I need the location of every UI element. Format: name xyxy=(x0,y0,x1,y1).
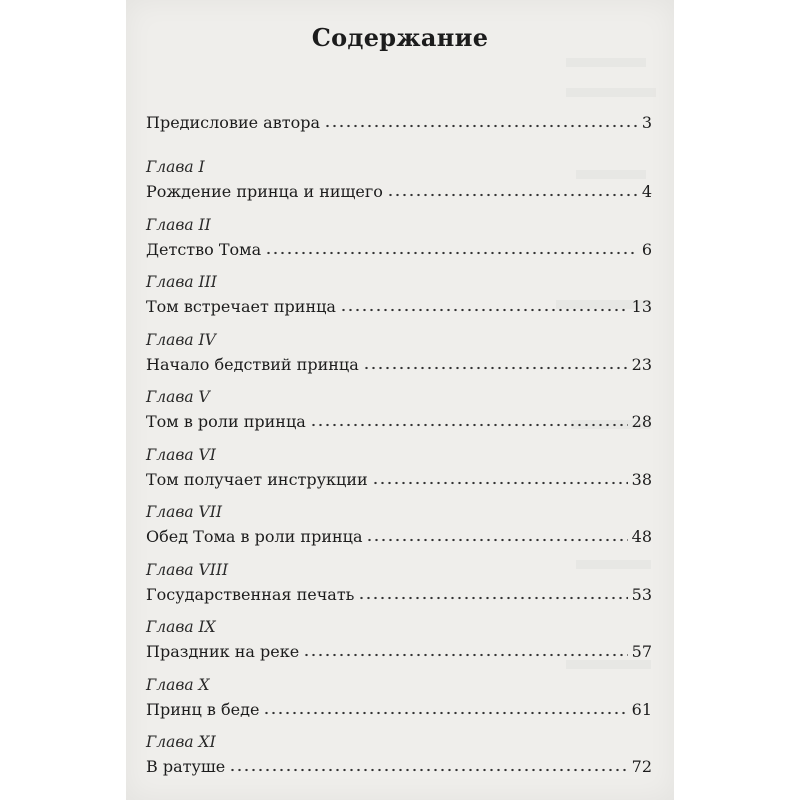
entry-name: Праздник на реке xyxy=(146,642,300,661)
entry-name: В ратуше xyxy=(146,757,226,776)
entry-name: Предисловие автора xyxy=(146,113,320,132)
dot-leader xyxy=(366,538,627,542)
entry-name: Том получает инструкции xyxy=(146,469,368,489)
chapter-label: Глава III xyxy=(146,273,217,291)
entry-page-number: 4 xyxy=(641,182,652,201)
entry-name: Государственная печать xyxy=(146,584,355,604)
entry-page-number: 3 xyxy=(641,113,652,132)
entry-page-number: 6 xyxy=(641,239,652,259)
entry-page-number: 53 xyxy=(631,584,652,604)
toc-entry-chapter[interactable] xyxy=(146,527,652,546)
entry-page-number: 13 xyxy=(631,297,652,316)
toc-entry-chapter[interactable] xyxy=(146,412,652,431)
dot-leader xyxy=(372,481,628,485)
dot-leader xyxy=(229,768,627,772)
book-page xyxy=(126,0,674,800)
dot-leader xyxy=(363,366,628,370)
entry-name: Том встречает принца xyxy=(146,297,336,316)
entry-page-number: 38 xyxy=(631,469,652,489)
entry-name: Детство Тома xyxy=(146,239,262,259)
dot-leader xyxy=(303,653,627,657)
chapter-label: Глава VIII xyxy=(146,560,229,579)
toc-entry-chapter[interactable] xyxy=(146,240,652,259)
dot-leader xyxy=(340,308,628,312)
entry-page-number: 48 xyxy=(631,527,652,546)
entry-name: Том в роли принца xyxy=(146,412,306,431)
chapter-label: Глава X xyxy=(146,675,210,694)
toc-title: Содержание xyxy=(311,23,489,52)
chapter-label: Глава VI xyxy=(146,445,216,464)
entry-page-number: 28 xyxy=(631,412,652,431)
chapter-label: Глава XI xyxy=(146,733,216,751)
chapter-label: Глава V xyxy=(146,388,210,406)
entry-page-number: 61 xyxy=(631,699,652,719)
toc-entry-chapter[interactable] xyxy=(146,585,652,604)
toc-entry-chapter[interactable] xyxy=(146,297,652,316)
entry-name: Рождение принца и нищего xyxy=(146,182,383,201)
entry-name: Обед Тома в роли принца xyxy=(146,527,363,546)
chapter-label: Глава IV xyxy=(146,330,216,349)
toc-entry-chapter[interactable] xyxy=(146,700,652,719)
chapter-label: Глава I xyxy=(146,158,205,176)
entry-page-number: 57 xyxy=(631,642,652,661)
dot-leader xyxy=(265,251,638,255)
entry-name: Принц в беде xyxy=(146,699,260,719)
dot-leader xyxy=(324,124,638,128)
toc-entry-chapter[interactable] xyxy=(146,642,652,661)
entry-name: Начало бедствий принца xyxy=(146,354,359,374)
dot-leader xyxy=(263,711,627,715)
chapter-label: Глава IX xyxy=(146,618,216,636)
toc-entry-chapter[interactable] xyxy=(146,757,652,776)
toc-entry-chapter[interactable] xyxy=(146,355,652,374)
toc-entry-chapter[interactable] xyxy=(146,470,652,489)
dot-leader xyxy=(310,423,628,427)
chapter-label: Глава VII xyxy=(146,503,223,521)
chapter-label: Глава II xyxy=(146,215,211,234)
dot-leader xyxy=(358,596,627,600)
dot-leader xyxy=(387,193,638,197)
entry-page-number: 72 xyxy=(631,757,652,776)
entry-page-number: 23 xyxy=(631,354,652,374)
toc-entry-chapter[interactable] xyxy=(146,182,652,201)
toc-entry-preface[interactable] xyxy=(146,113,652,132)
